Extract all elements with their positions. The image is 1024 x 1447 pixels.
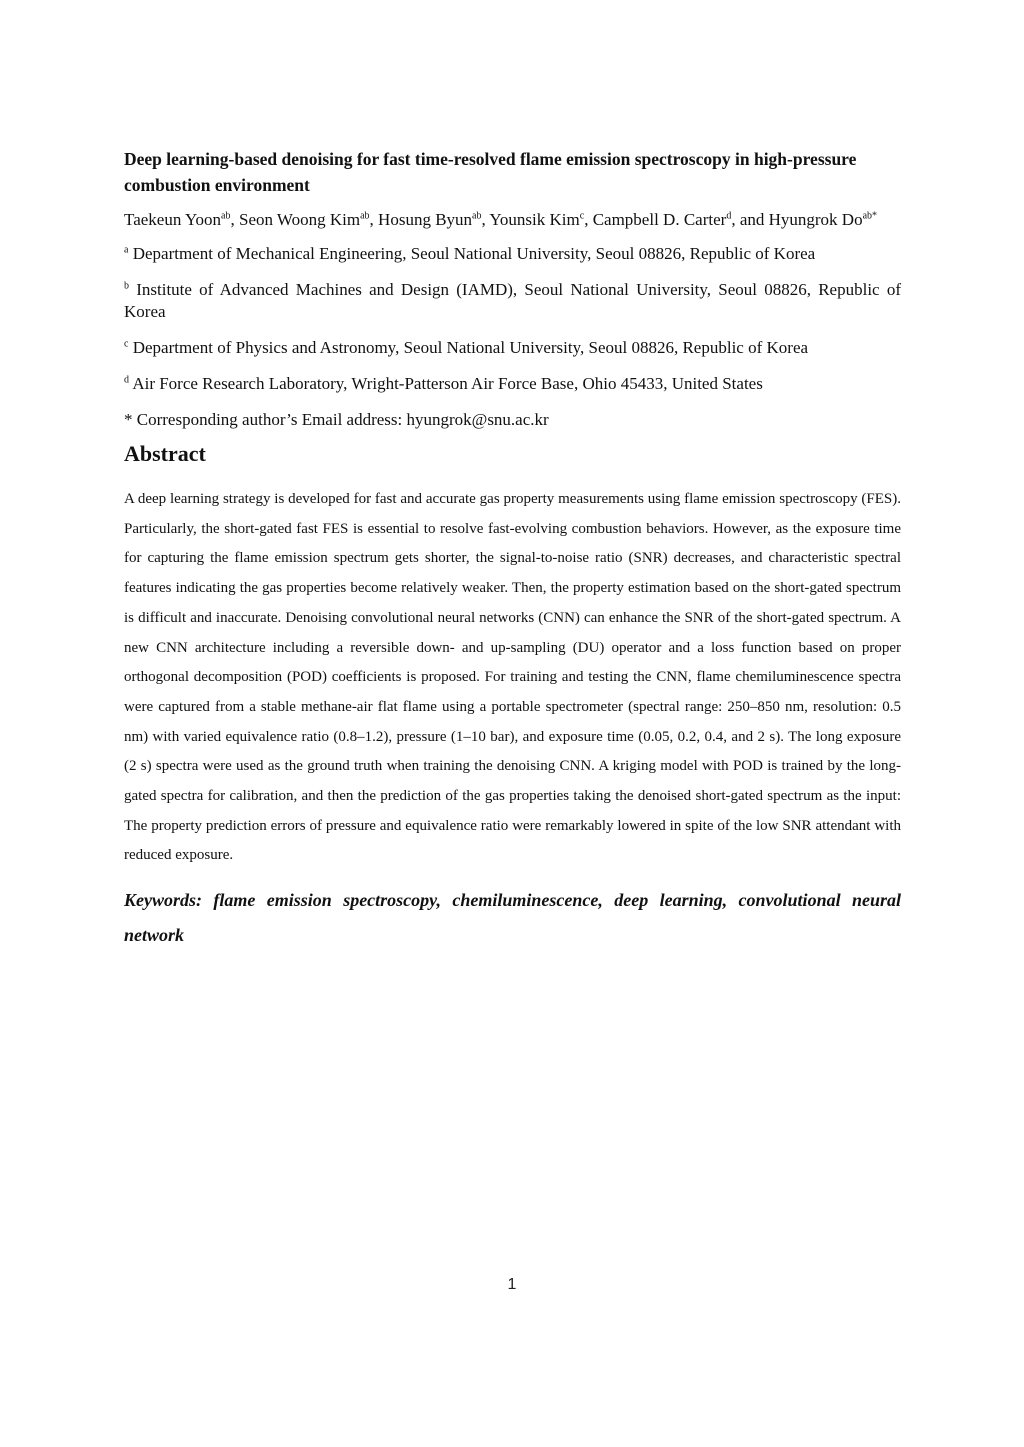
page-number: 1 (507, 1276, 517, 1293)
affiliation-mark: d (124, 374, 129, 386)
affiliation-c (124, 337, 901, 359)
author: Hyungrok $Do^{ab*}$ (768, 210, 878, 229)
abstract-heading: Abstract (124, 441, 206, 466)
author-affiliation-mark: ab (360, 210, 370, 222)
author-list (124, 208, 901, 232)
affiliation-text: Department of Physics and Astronomy, Seoul National University, Seoul 08826, Republic of Korea (132, 338, 809, 357)
author: Younsik Kim$^c$, (489, 210, 593, 229)
affiliation-text: Department of Mechanical Engineering, Seoul National University, Seoul 08826, Republic of Korea (132, 244, 816, 263)
author-affiliation-mark: d (726, 210, 732, 222)
affiliation-text: Air Force Research Laboratory, Wright-Patterson Air Force Base, Ohio 45433, United States (132, 374, 763, 393)
affiliation-mark: c (124, 338, 129, 350)
affiliation-a (124, 243, 901, 265)
author: Campbell D. Carter$^d$, and (592, 210, 769, 229)
paper-page (124, 146, 901, 953)
author-affiliation-mark: ab (472, 210, 482, 222)
author: Taekeun Yoon$^{ab}$, (124, 210, 239, 229)
author: Hosung Byun$^{ab}$, (378, 210, 490, 229)
affiliation-mark: b (124, 280, 129, 292)
paper-title: Deep learning-based denoising for fast time-resolved flame emission spectroscopy in high-pressure combustion environment (124, 149, 857, 195)
affiliation-mark: a (124, 244, 129, 256)
author-affiliation-mark: c (579, 210, 585, 222)
affiliation-b (124, 279, 901, 323)
author-affiliation-mark: ab (221, 210, 231, 222)
affiliation-text: Institute of Advanced Machines and Design (IAMD), Seoul National University, Seoul 08826, Republic of Korea (124, 280, 901, 321)
corresponding-author: * Corresponding author’s Email address: hyungrok@snu.ac.kr (124, 410, 549, 429)
author-affiliation-mark: ab* (862, 210, 878, 222)
affiliation-d (124, 373, 901, 395)
keywords: Keywords: flame emission spectroscopy, chemiluminescence, deep learning, convolutional neural network (124, 890, 901, 946)
author: Seon Woong Kim$^{ab}$, (238, 210, 379, 229)
abstract-body: A deep learning strategy is developed for fast and accurate gas property measurements using flame emission spectroscopy (FES). Particularly, the short-gated fast FES is essential to resolve fast-evolving combustion behaviors. However, as the exposure time for capturing the flame emission spectrum gets shorter, the signal-to-noise ratio (SNR) decreases, and characteristic spectral features indicating the gas properties become relatively weaker. Then, the property estimation based on the short-gated spectrum is difficult and inaccurate. Denoising convolutional neural networks (CNN) can enhance the SNR of the short-gated spectrum. A new CNN architecture including a reversible down- and up-sampling (DU) operator and a loss function based on proper orthogonal decomposition (POD) coefficients is proposed. For training and testing the CNN, flame chemiluminescence spectra were captured from a stable methane-air flat flame using a portable spectrometer (spectral range: 250–850 nm, resolution: 0.5 nm) with varied equivalence ratio (0.8–1.2), pressure (1–10 bar), and exposure time (0.05, 0.2, 0.4, and 2 s). The long exposure (2 s) spectra were used as the ground truth when training the denoising CNN. A kriging model with POD is trained by the long-gated spectra for calibration, and then the prediction of the gas properties taking the denoised short-gated spectrum as the input: The property prediction errors of pressure and equivalence ratio were remarkably lowered in spite of the low SNR attendant with reduced exposure. (124, 491, 901, 864)
